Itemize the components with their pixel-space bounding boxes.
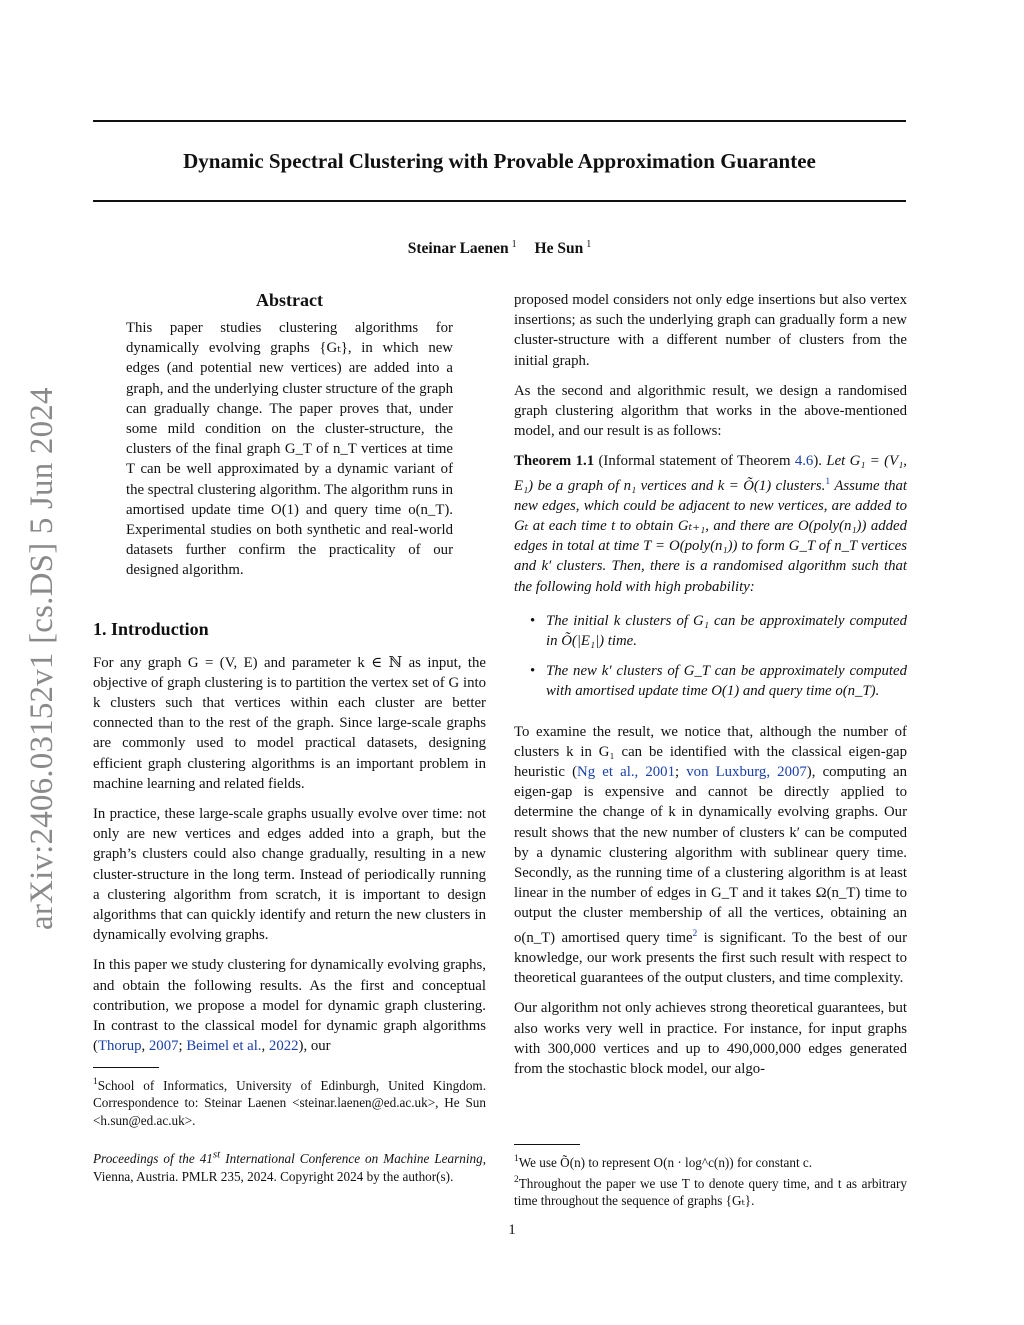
footnote-ref-link[interactable]: 1	[825, 476, 831, 487]
right-footnotes	[514, 1140, 907, 1210]
abstract-text: This paper studies clustering algorithms for dynamically evolving graphs {Gₜ}, in which new edges (and potential new vertices) are added into a graph, and the underlying cluster structure of the graph can gradually change. The paper proves that, under some mild condition on the cluster-structure, the clusters of the final graph G_T of n_T vertices at time T can be well approximated by a dynamic variant of the spectral clustering algorithm. The algorithm runs in amortised update time O(1) and query time o(n_T). Experimental studies on both synthetic and real-world datasets further confirm the practicality of our designed algorithm.	[126, 320, 453, 579]
body-paragraph	[514, 722, 907, 989]
proceedings-note	[93, 1147, 486, 1185]
citation-link[interactable]: Ng et al., 2001	[577, 764, 675, 781]
paper-title: Dynamic Spectral Clustering with Provable Approximation Guarantee	[183, 149, 816, 173]
footnote-text: School of Informatics, University of Edinburgh, United Kingdom. Correspondence to: Steinar Laenen <steinar.laenen@ed.ac.uk>, He Sun <h.sun@ed.ac.uk>.	[93, 1077, 486, 1128]
citation-link[interactable]: Beimel et al.	[186, 1038, 262, 1055]
theorem-statement: Assume that new edges, which could be adjacent to new vertices, are added to Gₜ at each time t to obtain Gₜ₊₁, and there are O(poly(n₁)) added edges in total at time T = O(poly(n₁)) to form G_T of n_T vertices and k′ clusters. Then, there is a randomised algorithm such that the following hold with high probability:	[514, 477, 908, 595]
author-name: Steinar Laenen	[407, 240, 509, 257]
footnote	[514, 1172, 907, 1210]
footnote-mark: 2	[514, 1174, 519, 1185]
theorem-bullet-list	[514, 611, 907, 702]
citation-year-link[interactable]: 2022	[268, 1038, 299, 1055]
footnote-ref-link[interactable]: 2	[692, 928, 698, 939]
ordinal-suffix: st	[212, 1149, 221, 1161]
proceedings-prefix: Proceedings of the 41	[93, 1151, 213, 1167]
intro-paragraph: For any graph G = (V, E) and parameter k ∈ ℕ as input, the objective of graph clustering is to partition the vertex set of G into k clusters such that vertices within each cluster are better connected than to the rest of the graph. Since large-scale graphs are commonly used to model practical datasets, designing efficient graph clustering algorithms is an important problem in machine learning and related fields.	[93, 654, 486, 792]
paragraph-text: ;	[178, 1038, 187, 1055]
body-paragraph: As the second and algorithmic result, we design a randomised graph clustering algorithm that works in the above-mentioned model, and our result is as follows:	[514, 382, 907, 440]
intro-paragraph: In practice, these large-scale graphs usually evolve over time: not only are new vertices and edges added into a graph, but the graph’s clusters could also change gradually, resulting in a new cluster-structure in the long term. Instead of periodically running a clustering algorithm from scratch, it is important to design algorithms that can quickly identify and return the new clusters in dynamically evolving graphs.	[93, 806, 486, 944]
affiliation-mark: 1	[586, 239, 592, 250]
body-paragraph: Our algorithm not only achieves strong theoretical guarantees, but also works very well in practice. For instance, for input graphs with 300,000 vertices and up to 490,000,000 edges generated from the stochastic block model, our algo-	[514, 1000, 907, 1077]
footnote-text: Throughout the paper we use T to denote query time, and t as arbitrary time throughout the sequence of graphs {Gₜ}.	[514, 1175, 907, 1208]
paragraph-text: ), computing an eigen-gap is expensive and cannot be directly applied to determine the change of k in dynamically evolving graphs. Our result shows that the new number of clusters k′ can be computed by a dynamic clustering algorithm with sublinear query time. Secondly, as the running time of a clustering algorithm is at least linear in the number of edges in G_T and it takes Ω(n_T) time to output the cluster membership of all the vertices, obtaining an o(n_T) amortised query time	[514, 764, 907, 946]
abstract-heading: Abstract	[256, 290, 323, 310]
theorem-label: Theorem 1.1	[514, 453, 595, 470]
body-paragraph: proposed model considers not only edge insertions but also vertex insertions; as such the underlying graph can gradually form a new cluster-structure with a different number of clusters from the initial graph.	[514, 292, 907, 369]
right-column	[514, 290, 907, 1089]
footnote	[514, 1151, 907, 1172]
footnote-text: We use Õ(n) to represent O(n · log^c(n)) for constant c.	[518, 1155, 813, 1170]
left-column	[93, 288, 486, 1199]
theorem-paren: (Informal statement of Theorem	[594, 453, 795, 470]
proceedings-suffix: International Conference on Machine Learning	[220, 1151, 483, 1167]
footnote-mark: 1	[93, 1076, 98, 1087]
citation-year-link[interactable]: 2007	[148, 1038, 179, 1055]
footnote-mark: 1	[514, 1154, 519, 1164]
intro-paragraph: In this paper we study clustering for dynamically evolving graphs, and obtain the following results. As the first and conceptual contribution, we propose a model for dynamic graph clustering. In contrast to the classical model for dynamic graph algorithms (Thorup, 2007; Beimel et al., 2022), our	[93, 957, 486, 1055]
arxiv-sidebar-stamp: arXiv:2406.03152v1 [cs.DS] 5 Jun 2024	[24, 387, 60, 930]
theorem-paren: ).	[813, 453, 822, 470]
title-rule-bottom	[93, 200, 906, 202]
theorem-ref-link[interactable]: 4.6	[794, 453, 814, 470]
paragraph-text: In this paper we study clustering for dynamically evolving graphs, and obtain the following results. As the first and conceptual contribution, we propose a model for dynamic graph clustering. In contrast to the classical model for dynamic graph algorithms (	[93, 957, 486, 1055]
paragraph-text: is significant. To the best of our knowledge, our work presents the first such result with respect to theoretical guarantees of the output clusters, and time complexity.	[514, 929, 908, 987]
section-heading-introduction: 1. Introduction	[93, 618, 209, 639]
author-list	[93, 234, 906, 260]
paragraph-text: ), our	[298, 1038, 331, 1055]
page-number: 1	[508, 1222, 516, 1238]
citation-link[interactable]: von Luxburg, 2007	[686, 764, 807, 781]
theorem-statement: Let G₁ = (V₁, E₁) be a graph of n₁ vertices and k = Õ(1) clusters.	[514, 453, 907, 494]
footnote-affiliation	[93, 1074, 486, 1130]
footnote-rule	[93, 1067, 159, 1068]
footnote-rule	[514, 1144, 580, 1145]
title-rule-top	[93, 120, 906, 122]
list-item: • The initial k clusters of G₁ can be approximately computed in Õ(|E₁|) time.	[530, 611, 907, 651]
theorem-block	[514, 451, 907, 596]
author-name: He Sun	[534, 240, 584, 257]
paragraph-text: To examine the result, we notice that, although the number of clusters k in G₁ can be identified with the classical eigen-gap heuristic (	[514, 723, 907, 781]
list-item: • The new k′ clusters of G_T can be approximately computed with amortised update time O(1) and query time o(n_T).	[530, 661, 907, 701]
proceedings-rest: , Vienna, Austria. PMLR 235, 2024. Copyright 2024 by the author(s).	[93, 1151, 486, 1184]
affiliation-mark: 1	[511, 239, 517, 250]
proceedings-venue	[93, 1151, 483, 1166]
citation-link[interactable]: Thorup	[97, 1038, 142, 1055]
paragraph-text: ;	[674, 764, 687, 781]
